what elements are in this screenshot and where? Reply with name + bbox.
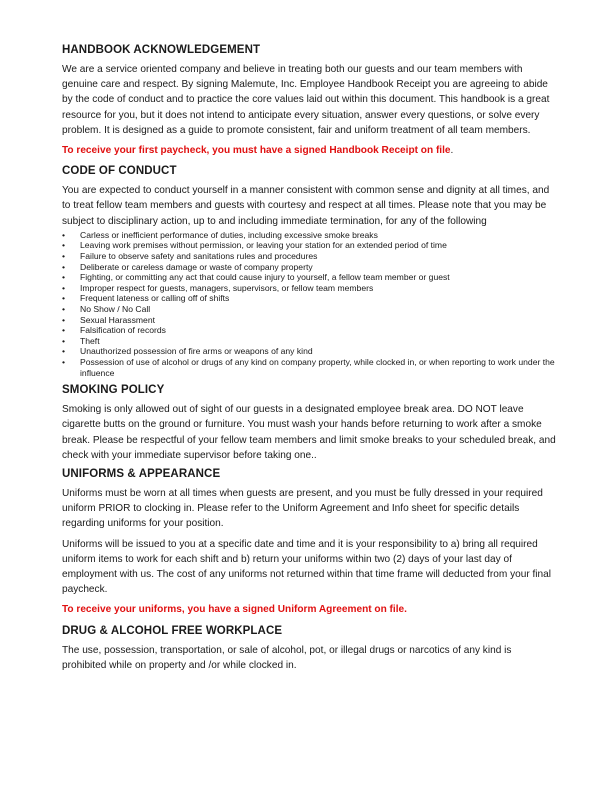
list-item: • Theft bbox=[62, 336, 556, 347]
heading-drug-alcohol: DRUG & ALCOHOL FREE WORKPLACE bbox=[62, 624, 283, 637]
list-item: • Frequent lateness or calling off of shifts bbox=[62, 293, 556, 304]
paragraph-drug-alcohol: The use, possession, transportation, or sale of alcohol, pot, or illegal drugs or narcotics of any kind is prohibited while on property and /or while clocked in. bbox=[62, 644, 512, 671]
list-item: • Sexual Harassment bbox=[62, 315, 556, 326]
list-item: • No Show / No Call bbox=[62, 304, 556, 315]
paycheck-notice-period: . bbox=[450, 145, 454, 157]
section-code-of-conduct bbox=[62, 165, 556, 378]
paragraph-code-of-conduct: You are expected to conduct yourself in a manner consistent with common sense and dignity at all times, and to treat fellow team members and guests with courtesy and respect at all times. Please note that you may be subject to disciplinary action, up to and including immediate termination, for any of the following bbox=[62, 185, 550, 227]
uniform-notice: To receive your uniforms, you have a signed Uniform Agreement on file. bbox=[62, 604, 407, 616]
list-item: • Deliberate or careless damage or waste of company property bbox=[62, 262, 556, 273]
heading-uniforms-appearance: UNIFORMS & APPEARANCE bbox=[62, 467, 221, 480]
section-smoking-policy bbox=[62, 384, 556, 463]
list-item: • Unauthorized possession of fire arms or weapons of any kind bbox=[62, 346, 556, 357]
paragraph-handbook-acknowledgement: We are a service oriented company and believe in treating both our guests and our team members with genuine care and respect. By signing Malemute, Inc. Employee Handbook Receipt you are agreeing to abide by the code of conduct and to practice the core values laid out within this document. This handbook is a great resource for you, but it does not intend to anticipate every situation, answer every questions, or solve every problem. It is designed as a guide to promote consistent, fair and uniform treatment of all team members. bbox=[62, 64, 550, 136]
list-item: • Improper respect for guests, managers, supervisors, or fellow team members bbox=[62, 283, 556, 294]
heading-handbook-acknowledgement: HANDBOOK ACKNOWLEDGEMENT bbox=[62, 44, 261, 56]
section-uniforms-appearance bbox=[62, 468, 556, 618]
heading-code-of-conduct: CODE OF CONDUCT bbox=[62, 165, 177, 178]
list-item: • Fighting, or committing any act that could cause injury to yourself, a fellow team member or guest bbox=[62, 272, 556, 283]
paragraph-uniforms-issue: Uniforms will be issued to you at a specific date and time and it is your responsibility to a) bring all required uniform items to work for each shift and b) return your uniforms within two (2) days of your last day of employment with us. The cost of any uniforms not returned within that time frame will deducted from your final paycheck. bbox=[62, 538, 552, 596]
list-item: • Falsification of records bbox=[62, 325, 556, 336]
paragraph-smoking-policy: Smoking is only allowed out of sight of our guests in a designated employee break area. DO NOT leave cigarette butts on the ground or furniture. You must wash your hands before returning to work after a smoke break. Please be respectful of your fellow team members and limit smoke breaks to your scheduled break, and check with your immediate supervisor before taking one.. bbox=[62, 404, 556, 461]
heading-smoking-policy: SMOKING POLICY bbox=[62, 384, 165, 397]
paycheck-notice bbox=[62, 143, 556, 158]
list-item: • Possession of use of alcohol or drugs of any kind on company property, while clocked in, or when reporting to work under the influence bbox=[62, 357, 556, 378]
list-item: • Carless or inefficient performance of duties, including excessive smoke breaks bbox=[62, 230, 556, 241]
conduct-violation-list bbox=[62, 230, 556, 378]
paragraph-uniforms-requirement: Uniforms must be worn at all times when guests are present, and you must be fully dressed in your required uniform PRIOR to clocking in. Please refer to the Uniform Agreement and Info sheet for specific details regarding uniforms for your position. bbox=[62, 487, 543, 530]
section-drug-alcohol bbox=[62, 625, 556, 673]
list-item: • Leaving work premises without permission, or leaving your station for an extended period of time bbox=[62, 240, 556, 251]
paycheck-notice-text: To receive your first paycheck, you must have a signed Handbook Receipt on file bbox=[62, 145, 451, 157]
section-handbook-acknowledgement bbox=[62, 44, 556, 158]
list-item: • Failure to observe safety and sanitations rules and procedures bbox=[62, 251, 556, 262]
